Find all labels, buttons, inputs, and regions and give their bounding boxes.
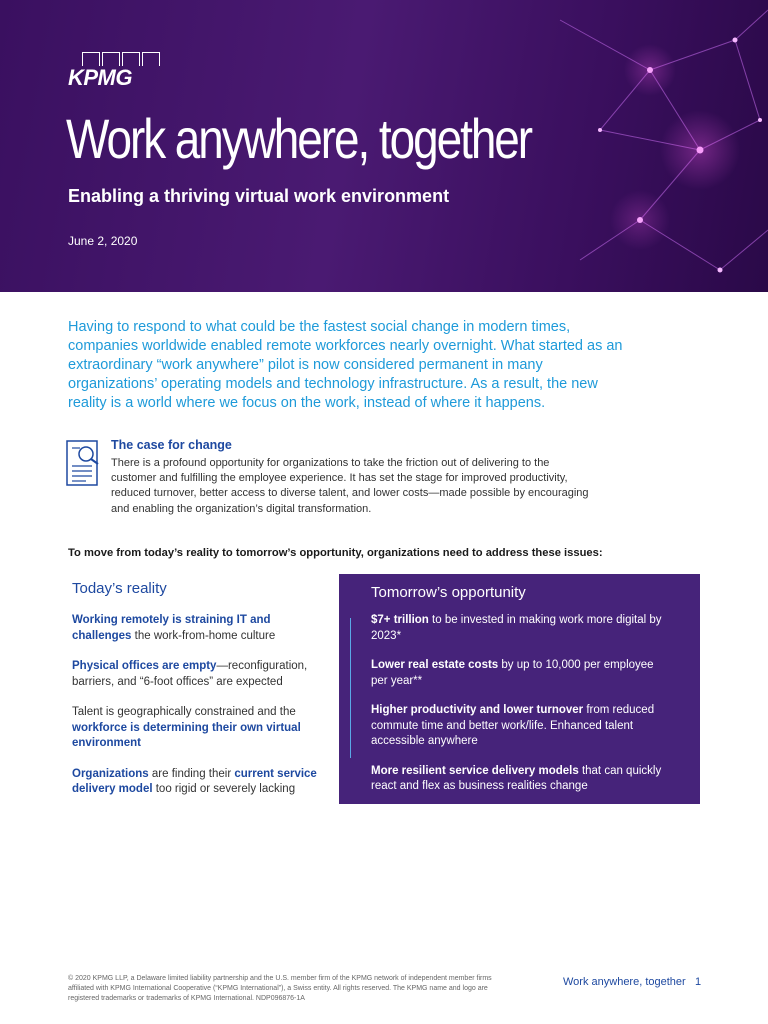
tomorrow-item: More resilient service delivery models that can quickly react and flex as business realities change	[371, 764, 662, 792]
panel-divider-line	[350, 618, 351, 758]
today-heading: Today’s reality	[72, 580, 167, 597]
kpmg-logo	[68, 52, 160, 88]
publication-date: June 2, 2020	[68, 234, 138, 248]
intro-paragraph: Having to respond to what could be the fastest social change in modern times, companies worldwide enabled remote workforces nearly overnight. What started as an extraordinary “work anywhere” pilot is now considered permanent in many organizations’ operating models and technology infrastructure. As a result, the new reality is a world where we focus on the work, instead of where it happens.	[68, 319, 623, 411]
lead-sentence: To move from today’s reality to tomorrow’s opportunity, organizations need to address these issues:	[68, 547, 603, 559]
today-item: Talent is geographically constrained and the workforce is determining their own virtual environment	[72, 706, 301, 749]
page-number: 1	[695, 976, 702, 988]
today-item: Physical offices are empty—reconfiguration, barriers, and “6-foot offices” are expected	[72, 660, 308, 688]
document-magnifier-icon	[66, 440, 102, 486]
today-item: Organizations are finding their current service delivery model too rigid or severely lacking	[72, 767, 317, 795]
tomorrow-item: Higher productivity and lower turnover from reduced commute time and better work/life. Enhanced talent accessible anywhere	[371, 704, 655, 747]
footer-running-title: Work anywhere, together	[563, 976, 686, 988]
footer-legal: © 2020 KPMG LLP, a Delaware limited liability partnership and the U.S. member firm of the KPMG network of independent member firms affiliated with KPMG International Cooperative (“KPMG International”), a Swiss entity. All rights reserved. The KPMG name and logo are registered trademarks or trademarks of KPMG International. NDP096876-1A	[68, 975, 492, 1002]
tomorrow-heading: Tomorrow’s opportunity	[371, 584, 526, 601]
logo-text: KPMG	[68, 65, 132, 90]
case-title: The case for change	[111, 438, 232, 452]
case-body: There is a profound opportunity for organizations to take the friction out of delivering to the customer and fulfilling the employee experience. It has set the stage for improved productivity, reduced turnover, better access to diverse talent, and lower costs—made possible by encouraging and enabling the organization’s digital transformation.	[111, 457, 589, 515]
tomorrow-panel	[339, 574, 700, 804]
today-column	[72, 580, 332, 813]
page-title: Work anywhere, together	[66, 107, 532, 170]
today-item: Working remotely is straining IT and challenges the work-from-home culture	[72, 614, 276, 642]
logo-boxes	[82, 52, 160, 66]
tomorrow-item: $7+ trillion to be invested in making work more digital by 2023*	[371, 614, 662, 642]
hero-banner	[0, 0, 768, 292]
tomorrow-item: Lower real estate costs by up to 10,000 per employee per year**	[371, 659, 654, 687]
page-subtitle: Enabling a thriving virtual work environment	[68, 186, 450, 206]
